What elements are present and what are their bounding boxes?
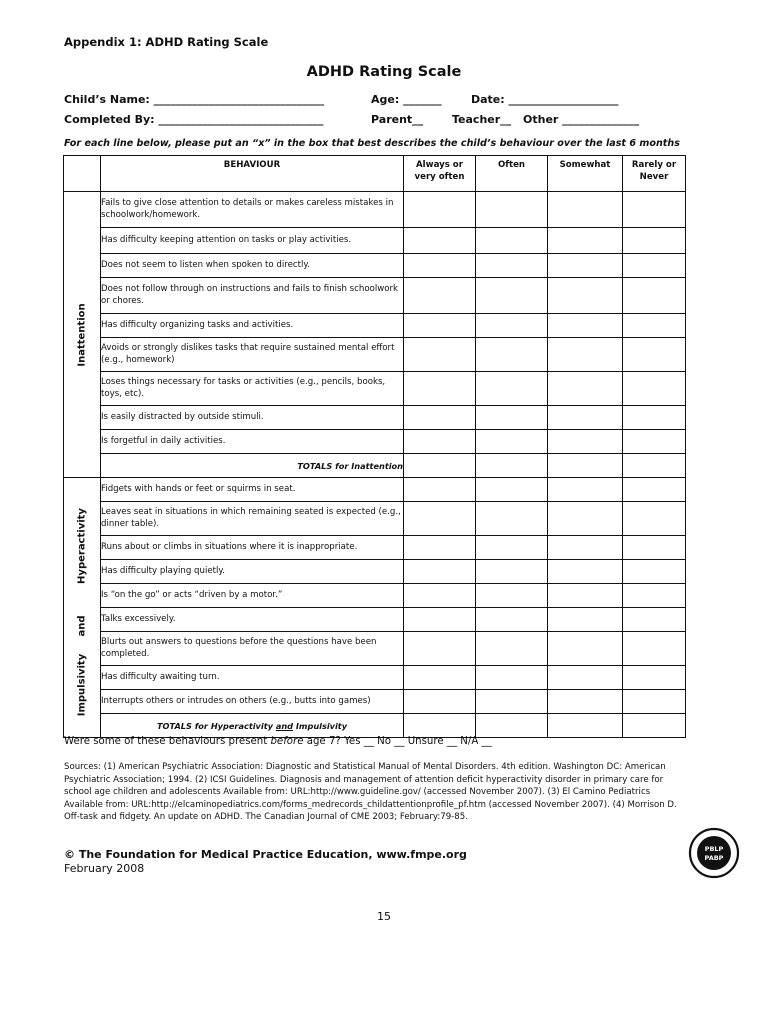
total-somewhat[interactable] — [548, 714, 623, 738]
checkbox-always[interactable] — [404, 338, 476, 372]
table-row — [64, 254, 686, 278]
checkbox-rarely[interactable] — [623, 338, 686, 372]
table-row — [64, 228, 686, 254]
checkbox-often[interactable] — [476, 254, 548, 278]
checkbox-rarely[interactable] — [623, 502, 686, 536]
checkbox-often[interactable] — [476, 690, 548, 714]
table-row — [64, 338, 686, 372]
label-hyperactivity: Hyperactivity — [76, 508, 88, 584]
seal-text-top: PBLP — [704, 845, 724, 853]
totals-hyperactivity-label — [101, 714, 404, 738]
table-row — [64, 690, 686, 714]
checkbox-often[interactable] — [476, 632, 548, 666]
checkbox-often[interactable] — [476, 406, 548, 430]
checkbox-always[interactable] — [404, 690, 476, 714]
behaviour-item: Has difficulty playing quietly. — [101, 560, 404, 584]
checkbox-rarely[interactable] — [623, 228, 686, 254]
date-field[interactable]: Date: ____________________ — [471, 93, 619, 106]
behaviour-item: Is forgetful in daily activities. — [101, 430, 404, 454]
checkbox-rarely[interactable] — [623, 314, 686, 338]
child-name-field[interactable]: Child’s Name: _______________________________ — [64, 93, 325, 106]
table-row — [64, 372, 686, 406]
checkbox-somewhat[interactable] — [548, 584, 623, 608]
table-row — [64, 666, 686, 690]
pblp-seal-icon — [688, 827, 740, 879]
total-always[interactable] — [404, 714, 476, 738]
behaviour-item: Talks excessively. — [101, 608, 404, 632]
checkbox-always[interactable] — [404, 406, 476, 430]
checkbox-often[interactable] — [476, 608, 548, 632]
checkbox-somewhat[interactable] — [548, 666, 623, 690]
behaviour-item: Has difficulty organizing tasks and activities. — [101, 314, 404, 338]
checkbox-often[interactable] — [476, 278, 548, 314]
total-rarely[interactable] — [623, 454, 686, 478]
behaviour-item: Fails to give close attention to details or makes careless mistakes in schoolwork/homework. — [101, 192, 404, 228]
behaviour-item: Has difficulty keeping attention on tasks or play activities. — [101, 228, 404, 254]
table-row — [64, 478, 686, 502]
checkbox-somewhat[interactable] — [548, 254, 623, 278]
checkbox-always[interactable] — [404, 372, 476, 406]
checkbox-rarely[interactable] — [623, 584, 686, 608]
behaviour-item: Loses things necessary for tasks or activities (e.g., pencils, books, toys, etc). — [101, 372, 404, 406]
teacher-option[interactable]: Teacher__ — [452, 113, 512, 126]
checkbox-always[interactable] — [404, 536, 476, 560]
header-blank-cell — [64, 156, 101, 192]
checkbox-often[interactable] — [476, 430, 548, 454]
checkbox-often[interactable] — [476, 228, 548, 254]
checkbox-often[interactable] — [476, 192, 548, 228]
header-rarely-line2: Never — [639, 172, 669, 182]
totals-hyper-post: Impulsivity — [293, 720, 348, 731]
checkbox-rarely[interactable] — [623, 560, 686, 584]
table-row — [64, 502, 686, 536]
checkbox-often[interactable] — [476, 666, 548, 690]
checkbox-somewhat[interactable] — [548, 536, 623, 560]
total-somewhat[interactable] — [548, 454, 623, 478]
behaviour-item: Does not follow through on instructions and fails to finish schoolwork or chores. — [101, 278, 404, 314]
checkbox-rarely[interactable] — [623, 278, 686, 314]
label-inattention: Inattention — [76, 302, 88, 367]
checkbox-always[interactable] — [404, 666, 476, 690]
table-row — [64, 430, 686, 454]
checkbox-somewhat[interactable] — [548, 502, 623, 536]
table-row — [64, 406, 686, 430]
behaviour-item: Avoids or strongly dislikes tasks that require sustained mental effort (e.g., homework) — [101, 338, 404, 372]
checkbox-always[interactable] — [404, 254, 476, 278]
totals-row-hyperactivity — [64, 714, 686, 738]
table-row — [64, 536, 686, 560]
label-and: and — [76, 615, 88, 637]
checkbox-often[interactable] — [476, 560, 548, 584]
totals-hyper-and: and — [275, 720, 294, 731]
checkbox-always[interactable] — [404, 192, 476, 228]
checkbox-often[interactable] — [476, 338, 548, 372]
copyright-line: © The Foundation for Medical Practice Education, www.fmpe.org — [64, 848, 467, 861]
header-always-line1: Always or — [416, 160, 463, 170]
completed-by-field[interactable]: Completed By: ______________________________ — [64, 113, 324, 126]
present-post[interactable]: age 7? Yes __ No __ Unsure __ N/A __ — [303, 736, 492, 747]
appendix-heading: Appendix 1: ADHD Rating Scale — [64, 35, 269, 49]
checkbox-always[interactable] — [404, 502, 476, 536]
seal-text-bottom: PABP — [704, 854, 724, 862]
checkbox-rarely[interactable] — [623, 608, 686, 632]
checkbox-somewhat[interactable] — [548, 192, 623, 228]
checkbox-somewhat[interactable] — [548, 478, 623, 502]
rating-table — [63, 155, 686, 738]
checkbox-always[interactable] — [404, 228, 476, 254]
checkbox-somewhat[interactable] — [548, 560, 623, 584]
behaviour-item: Does not seem to listen when spoken to directly. — [101, 254, 404, 278]
checkbox-rarely[interactable] — [623, 372, 686, 406]
checkbox-always[interactable] — [404, 560, 476, 584]
behaviour-item: Fidgets with hands or feet or squirms in seat. — [101, 478, 404, 502]
checkbox-rarely[interactable] — [623, 406, 686, 430]
category-inattention — [64, 192, 101, 478]
category-hyperactivity-impulsivity — [64, 478, 101, 738]
table-header-row — [64, 156, 686, 192]
table-row — [64, 632, 686, 666]
label-impulsivity: Impulsivity — [76, 653, 88, 717]
behaviour-item: Is easily distracted by outside stimuli. — [101, 406, 404, 430]
header-always — [404, 156, 476, 192]
total-often[interactable] — [476, 454, 548, 478]
header-rarely-line1: Rarely or — [631, 160, 677, 170]
checkbox-always[interactable] — [404, 314, 476, 338]
checkbox-always[interactable] — [404, 478, 476, 502]
checkbox-somewhat[interactable] — [548, 690, 623, 714]
total-always[interactable] — [404, 454, 476, 478]
header-behaviour: BEHAVIOUR — [101, 156, 404, 192]
behaviour-item: Leaves seat in situations in which remaining seated is expected (e.g., dinner table). — [101, 502, 404, 536]
checkbox-somewhat[interactable] — [548, 608, 623, 632]
checkbox-always[interactable] — [404, 632, 476, 666]
checkbox-rarely[interactable] — [623, 254, 686, 278]
table-row — [64, 314, 686, 338]
table-row — [64, 584, 686, 608]
page-number: 15 — [377, 910, 391, 923]
behaviour-item: Has difficulty awaiting turn. — [101, 666, 404, 690]
checkbox-always[interactable] — [404, 278, 476, 314]
other-field[interactable]: Other ______________ — [523, 113, 640, 126]
header-somewhat: Somewhat — [548, 156, 623, 192]
checkbox-somewhat[interactable] — [548, 632, 623, 666]
checkbox-often[interactable] — [476, 314, 548, 338]
before-age-7-question — [64, 736, 492, 747]
checkbox-rarely[interactable] — [623, 690, 686, 714]
checkbox-somewhat[interactable] — [548, 338, 623, 372]
page-title: ADHD Rating Scale — [306, 64, 462, 80]
table-row — [64, 560, 686, 584]
checkbox-rarely[interactable] — [623, 430, 686, 454]
checkbox-rarely[interactable] — [623, 536, 686, 560]
checkbox-rarely[interactable] — [623, 666, 686, 690]
checkbox-rarely[interactable] — [623, 478, 686, 502]
totals-inattention-label: TOTALS for Inattention — [101, 454, 404, 478]
header-always-line2: very often — [414, 172, 465, 182]
table-row — [64, 278, 686, 314]
behaviour-item: Runs about or climbs in situations where it is inappropriate. — [101, 536, 404, 560]
present-pre: Were some of these behaviours present — [64, 736, 271, 747]
total-often[interactable] — [476, 714, 548, 738]
behaviour-item: Is “on the go” or acts “driven by a motor.” — [101, 584, 404, 608]
checkbox-always[interactable] — [404, 584, 476, 608]
totals-row-inattention — [64, 454, 686, 478]
checkbox-somewhat[interactable] — [548, 278, 623, 314]
checkbox-somewhat[interactable] — [548, 372, 623, 406]
table-row — [64, 192, 686, 228]
checkbox-always[interactable] — [404, 608, 476, 632]
sources-text: Sources: (1) American Psychiatric Association: Diagnostic and Statistical Manual of Mental Disorders. 4th edition. Washington DC: American Psychiatric Association; 1994. (2) ICSI Guidelines. Diagnosis and management of attention deficit hyperactivity disorder in primary care for school age children and adolescents Available from: URL:http://www.guideline.gov/ (accessed November 2007). (3) El Camino Pediatrics Available from: URL:http://elcaminopediatrics.com/forms_medrecords_childattentionprofile_pf.htm (accessed November 2007). (4) Morrison D. Off-task and fidgety. An update on ADHD. The Canadian Journal of CME 2003; February:79-85. — [64, 762, 677, 822]
checkbox-somewhat[interactable] — [548, 228, 623, 254]
totals-hyper-pre: TOTALS for Hyperactivity — [156, 720, 276, 731]
checkbox-often[interactable] — [476, 372, 548, 406]
header-rarely — [623, 156, 686, 192]
total-rarely[interactable] — [623, 714, 686, 738]
checkbox-often[interactable] — [476, 584, 548, 608]
behaviour-item: Blurts out answers to questions before the questions have been completed. — [101, 632, 404, 666]
instructions: For each line below, please put an “x” in the box that best describes the child’s behaviour over the last 6 months — [64, 138, 680, 149]
checkbox-rarely[interactable] — [623, 632, 686, 666]
present-before: before — [270, 736, 304, 747]
age-field[interactable]: Age: _______ — [371, 93, 442, 106]
checkbox-rarely[interactable] — [623, 192, 686, 228]
header-often: Often — [476, 156, 548, 192]
checkbox-somewhat[interactable] — [548, 406, 623, 430]
checkbox-somewhat[interactable] — [548, 314, 623, 338]
behaviour-item: Interrupts others or intrudes on others (e.g., butts into games) — [101, 690, 404, 714]
checkbox-often[interactable] — [476, 536, 548, 560]
parent-option[interactable]: Parent__ — [371, 113, 424, 126]
checkbox-often[interactable] — [476, 478, 548, 502]
checkbox-somewhat[interactable] — [548, 430, 623, 454]
checkbox-often[interactable] — [476, 502, 548, 536]
checkbox-always[interactable] — [404, 430, 476, 454]
publication-date: February 2008 — [64, 862, 145, 875]
table-row — [64, 608, 686, 632]
